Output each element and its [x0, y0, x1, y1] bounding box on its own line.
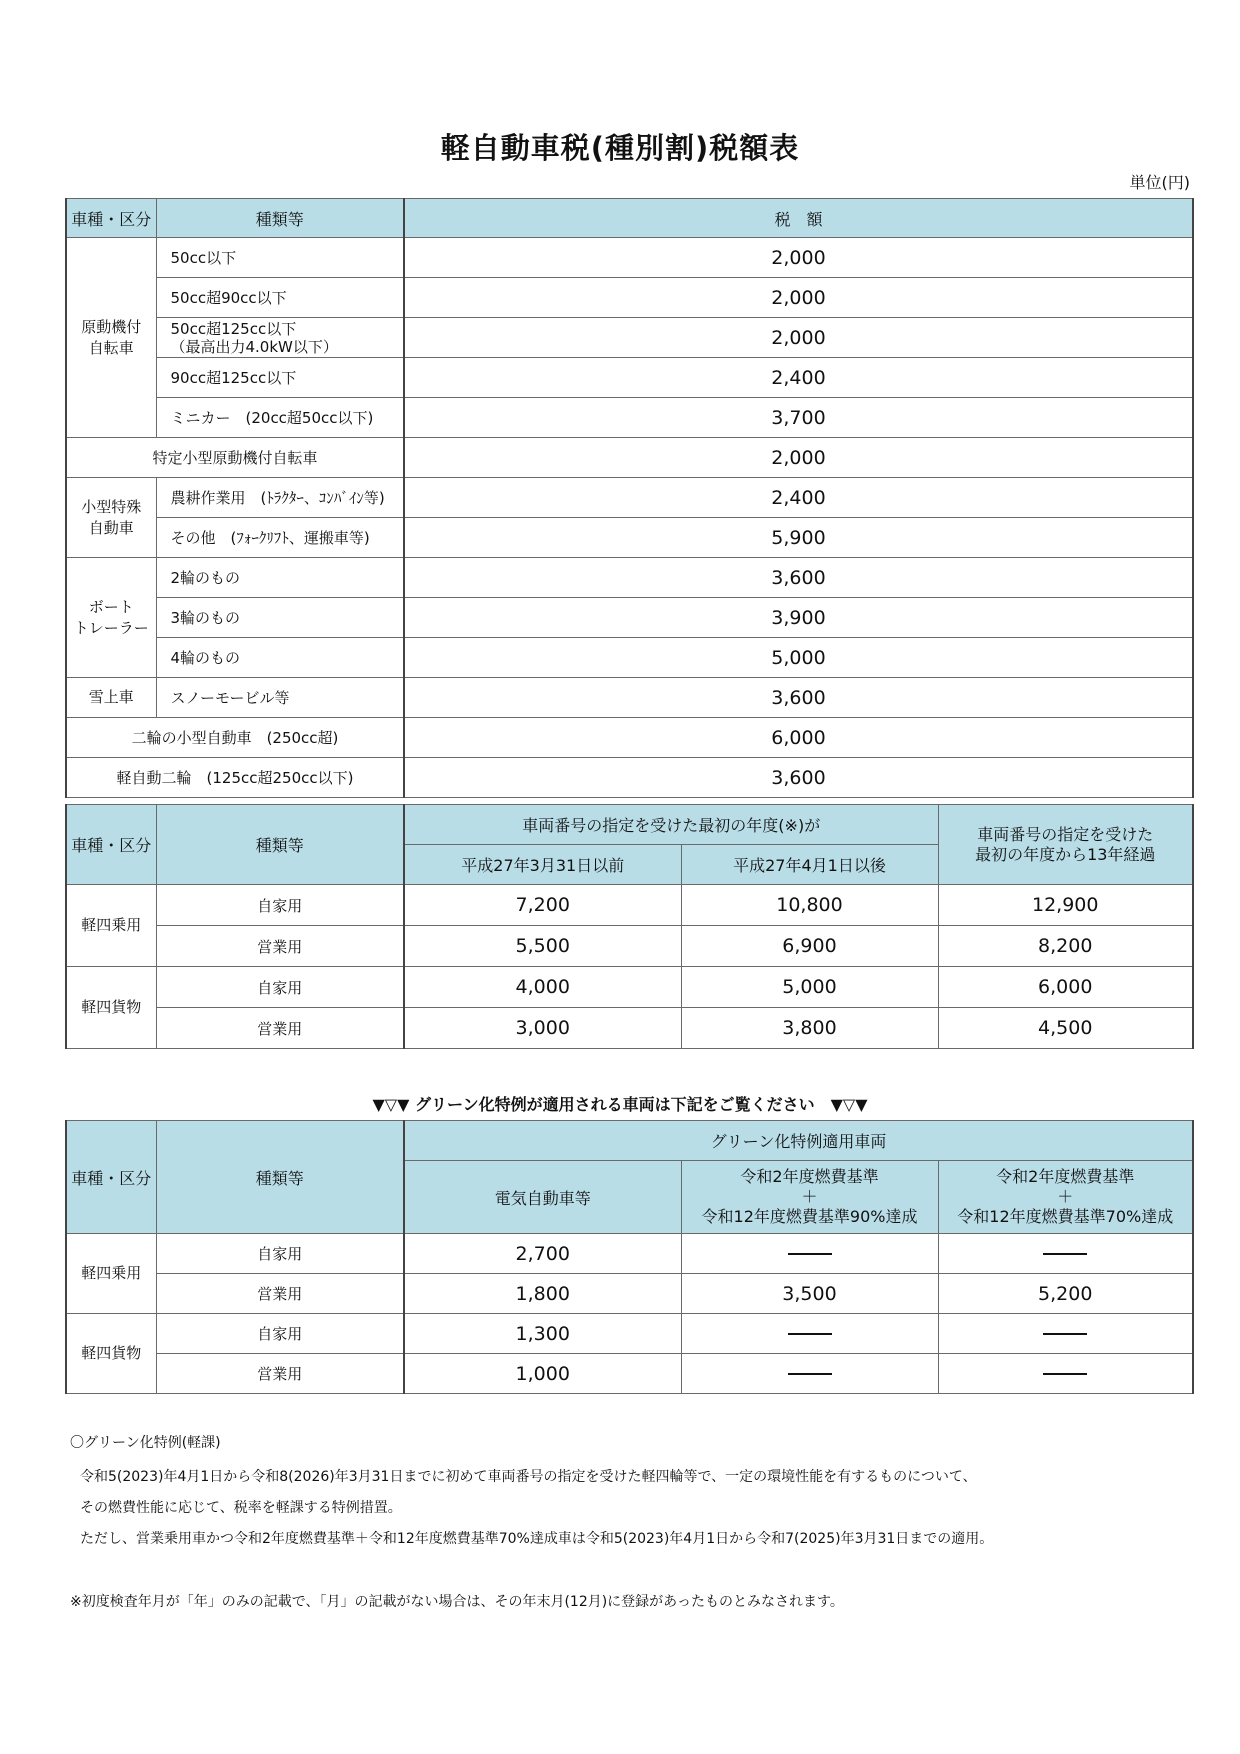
table-row-kind: 4輪のもの: [156, 638, 404, 678]
table-row-kind: 90cc超125cc以下: [156, 358, 404, 398]
header-over13: 車両番号の指定を受けた 最初の年度から13年経過: [938, 805, 1193, 885]
table-row-amount: 3,600: [404, 758, 1193, 798]
tax-table-main: [65, 198, 1194, 798]
table-row-amount: 2,000: [404, 278, 1193, 318]
table-row-over13: 8,200: [938, 926, 1193, 967]
header-first-year: 車両番号の指定を受けた最初の年度(※)が: [404, 805, 938, 845]
header-green: グリーン化特例適用車両: [404, 1121, 1193, 1161]
table-row-kind: 農耕作業用 (ﾄﾗｸﾀｰ、ｺﾝﾊﾞｲﾝ等): [156, 478, 404, 518]
group-snow: 雪上車: [66, 678, 156, 718]
table-row-use: 営業用: [156, 926, 404, 967]
table-row-after: 3,800: [681, 1008, 938, 1049]
table-row-amount: 2,000: [404, 318, 1193, 358]
table-row-kind: 50cc超90cc以下: [156, 278, 404, 318]
table-row-kind: 特定小型原動機付自転車: [66, 438, 404, 478]
green-note-line: その燃費性能に応じて、税率を軽課する特例措置。: [80, 1500, 402, 1516]
header-kind: 種類等: [156, 199, 404, 238]
table-row-before: 7,200: [404, 885, 681, 926]
table-row-before: 4,000: [404, 967, 681, 1008]
not-applicable-dash: [788, 1333, 832, 1335]
table-row-over13: 12,900: [938, 885, 1193, 926]
header-kind: 種類等: [156, 1121, 404, 1234]
header-category: 車種・区分: [66, 199, 156, 238]
table-row-fuel90: [681, 1314, 938, 1354]
table-row-use: 自家用: [156, 1314, 404, 1354]
table-row-before: 5,500: [404, 926, 681, 967]
table-row-fuel70: 5,200: [938, 1274, 1193, 1314]
header-kind: 種類等: [156, 805, 404, 885]
table-row-before: 3,000: [404, 1008, 681, 1049]
header-fuel90: 令和2年度燃費基準 ＋ 令和12年度燃費基準90%達成: [681, 1161, 938, 1234]
table-row-use: 自家用: [156, 885, 404, 926]
table-row-fuel70: [938, 1354, 1193, 1394]
group-boat: ボート トレーラー: [66, 558, 156, 678]
table-row-kind: 二輪の小型自動車 (250cc超): [66, 718, 404, 758]
table-row-over13: 4,500: [938, 1008, 1193, 1049]
green-special-table: [65, 1120, 1194, 1394]
header-fuel70: 令和2年度燃費基準 ＋ 令和12年度燃費基準70%達成: [938, 1161, 1193, 1234]
table-row-amount: 3,600: [404, 558, 1193, 598]
table-row-amount: 2,000: [404, 438, 1193, 478]
header-before: 平成27年3月31日以前: [404, 845, 681, 885]
green-note-heading: 〇グリーン化特例(軽課): [70, 1435, 221, 1451]
table-row-use: 自家用: [156, 967, 404, 1008]
group-cargo: 軽四貨物: [66, 967, 156, 1049]
table-row-amount: 2,400: [404, 478, 1193, 518]
footnote: ※初度検査年月が「年」のみの記載で、「月」の記載がない場合は、その年末月(12月)に登録があったものとみなされます。: [70, 1594, 844, 1610]
not-applicable-dash: [1043, 1333, 1087, 1335]
table-row-after: 6,900: [681, 926, 938, 967]
table-row-kind: ミニカー (20cc超50cc以下): [156, 398, 404, 438]
tax-table-light4: [65, 804, 1194, 1049]
table-row-use: 営業用: [156, 1274, 404, 1314]
table-row-use: 営業用: [156, 1354, 404, 1394]
table-row-amount: 5,000: [404, 638, 1193, 678]
table-row-kind: スノーモービル等: [156, 678, 404, 718]
table-row-use: 営業用: [156, 1008, 404, 1049]
table-row-fuel90: [681, 1354, 938, 1394]
not-applicable-dash: [1043, 1253, 1087, 1255]
table-row-after: 10,800: [681, 885, 938, 926]
green-notice: ▼▽▼ グリーン化特例が適用される車両は下記をご覧ください ▼▽▼: [372, 1095, 868, 1114]
table-row-amount: 3,700: [404, 398, 1193, 438]
group-cargo: 軽四貨物: [66, 1314, 156, 1394]
not-applicable-dash: [788, 1253, 832, 1255]
group-moped: 原動機付 自転車: [66, 238, 156, 438]
table-row-amount: 2,000: [404, 238, 1193, 278]
group-passenger: 軽四乗用: [66, 885, 156, 967]
table-row-amount: 3,600: [404, 678, 1193, 718]
table-row-amount: 5,900: [404, 518, 1193, 558]
green-note-line: ただし、営業乗用車かつ令和2年度燃費基準＋令和12年度燃費基準70%達成車は令和5(2023)年4月1日から令和7(2025)年3月31日までの適用。: [80, 1531, 994, 1547]
table-row-kind: その他 (ﾌｫｰｸﾘﾌﾄ、運搬車等): [156, 518, 404, 558]
table-row-ev: 1,300: [404, 1314, 681, 1354]
unit-label: 単位(円): [1129, 173, 1190, 192]
header-after: 平成27年4月1日以後: [681, 845, 938, 885]
header-category: 車種・区分: [66, 805, 156, 885]
table-row-kind: 2輪のもの: [156, 558, 404, 598]
header-category: 車種・区分: [66, 1121, 156, 1234]
table-row-ev: 1,000: [404, 1354, 681, 1394]
header-ev: 電気自動車等: [404, 1161, 681, 1234]
table-row-ev: 2,700: [404, 1234, 681, 1274]
table-row-fuel70: [938, 1234, 1193, 1274]
not-applicable-dash: [1043, 1373, 1087, 1375]
green-note-line: 令和5(2023)年4月1日から令和8(2026)年3月31日までに初めて車両番号の指定を受けた軽四輪等で、一定の環境性能を有するものについて、: [80, 1469, 977, 1485]
group-passenger: 軽四乗用: [66, 1234, 156, 1314]
not-applicable-dash: [788, 1373, 832, 1375]
table-row-fuel70: [938, 1314, 1193, 1354]
header-amount: 税 額: [404, 199, 1193, 238]
table-row-amount: 6,000: [404, 718, 1193, 758]
page-title: 軽自動車税(種別割)税額表: [440, 131, 800, 165]
table-row-after: 5,000: [681, 967, 938, 1008]
table-row-kind: 50cc以下: [156, 238, 404, 278]
table-row-ev: 1,800: [404, 1274, 681, 1314]
table-row-kind: 3輪のもの: [156, 598, 404, 638]
table-row-kind: 軽自動二輪 (125cc超250cc以下): [66, 758, 404, 798]
table-row-amount: 2,400: [404, 358, 1193, 398]
table-row-use: 自家用: [156, 1234, 404, 1274]
table-row-fuel90: 3,500: [681, 1274, 938, 1314]
table-row-amount: 3,900: [404, 598, 1193, 638]
table-row-over13: 6,000: [938, 967, 1193, 1008]
table-row-fuel90: [681, 1234, 938, 1274]
group-special: 小型特殊 自動車: [66, 478, 156, 558]
table-row-kind: 50cc超125cc以下 （最高出力4.0kW以下）: [156, 318, 404, 358]
